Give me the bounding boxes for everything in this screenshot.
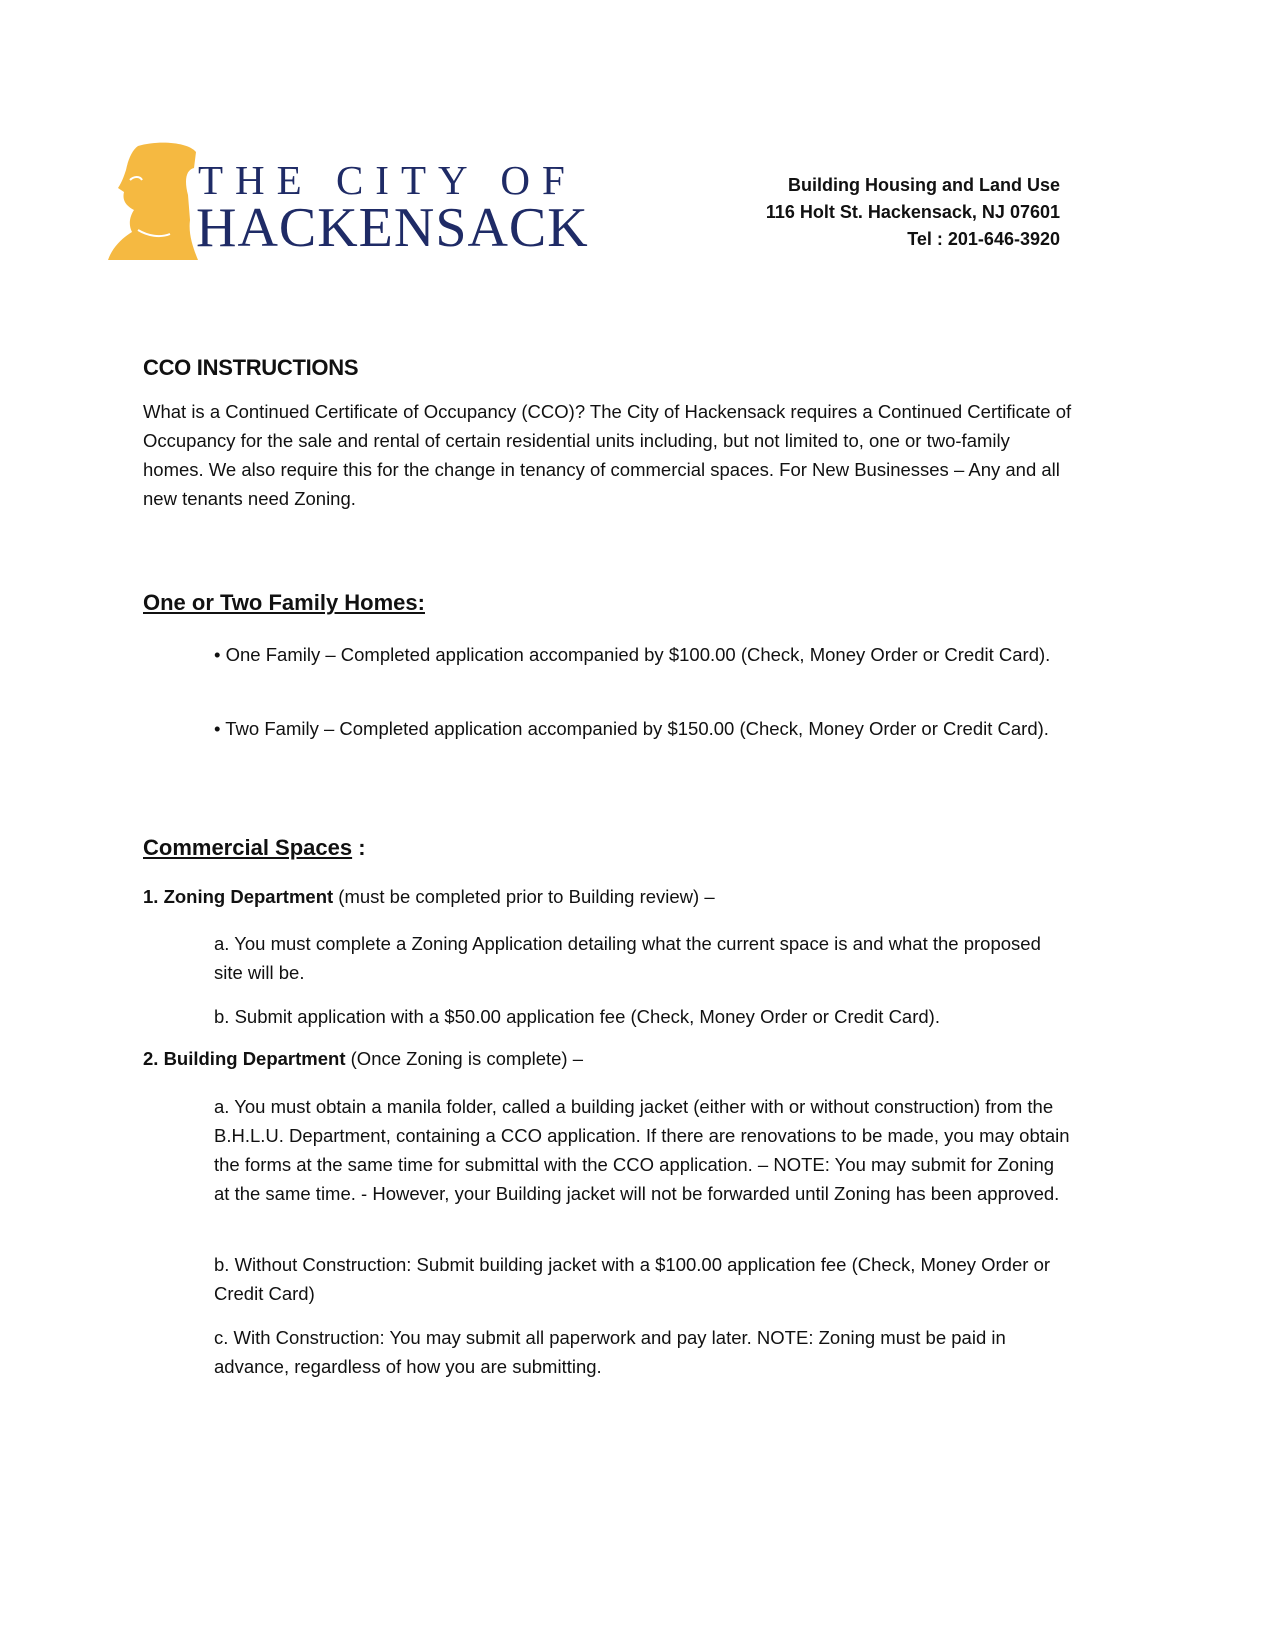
building-dept-label: 2. Building Department	[143, 1048, 346, 1069]
address-block	[766, 172, 1060, 253]
list-item: • Two Family – Completed application accompanied by $150.00 (Check, Money Order or Credit Card).	[214, 718, 1049, 739]
logo-line-2: HACKENSACK	[196, 197, 589, 259]
phone-number: Tel : 201-646-3920	[907, 229, 1060, 249]
heading-colon: :	[352, 835, 366, 860]
zoning-dept-note: (must be completed prior to Building review) –	[333, 886, 715, 907]
list-item: c. With Construction: You may submit all paperwork and pay later. NOTE: Zoning must be paid in advance, regardless of how you are submitting.	[214, 1327, 1006, 1377]
list-item: a. You must obtain a manila folder, called a building jacket (either with or without construction) from the B.H.L.U. Department, containing a CCO application. If there are renovations to be made, you may obtain the forms at the same time for submittal with the CCO application. – NOTE: You may submit for Zoning at the same time. - However, your Building jacket will not be forwarded until Zoning has been approved.	[214, 1096, 1070, 1204]
building-dept-line	[143, 1048, 583, 1070]
street-address: 116 Holt St. Hackensack, NJ 07601	[765, 202, 1060, 222]
list-item: b. Without Construction: Submit building jacket with a $100.00 application fee (Check, Money Order or Credit Card)	[214, 1254, 1051, 1304]
commercial-heading-wrap	[143, 835, 366, 861]
homes-heading: One or Two Family Homes:	[143, 590, 425, 615]
commercial-heading: Commercial Spaces	[143, 835, 353, 860]
city-logo	[108, 140, 588, 265]
zoning-dept-line	[143, 886, 715, 908]
intro-section	[143, 355, 1073, 513]
page-title: CCO INSTRUCTIONS	[143, 355, 359, 380]
intro-paragraph: What is a Continued Certificate of Occupancy (CCO)? The City of Hackensack requires a Continued Certificate of Occupancy for the sale and rental of certain residential units including, but not limited to, one or two-family homes. We also require this for the change in tenancy of commercial spaces. For New Businesses – Any and all new tenants need Zoning.	[143, 401, 1072, 509]
logo-line-1: THE CITY OF	[198, 157, 577, 203]
building-dept-note: (Once Zoning is complete) –	[345, 1048, 584, 1069]
chief-emblem-icon	[108, 140, 200, 265]
zoning-dept-label: 1. Zoning Department	[143, 886, 334, 907]
department-name: Building Housing and Land Use	[788, 175, 1060, 195]
list-item: • One Family – Completed application accompanied by $100.00 (Check, Money Order or Credit Card).	[214, 644, 1051, 665]
list-item: a. You must complete a Zoning Application detailing what the current space is and what the proposed site will be.	[214, 933, 1041, 983]
list-item: b. Submit application with a $50.00 application fee (Check, Money Order or Credit Card).	[214, 1006, 940, 1027]
